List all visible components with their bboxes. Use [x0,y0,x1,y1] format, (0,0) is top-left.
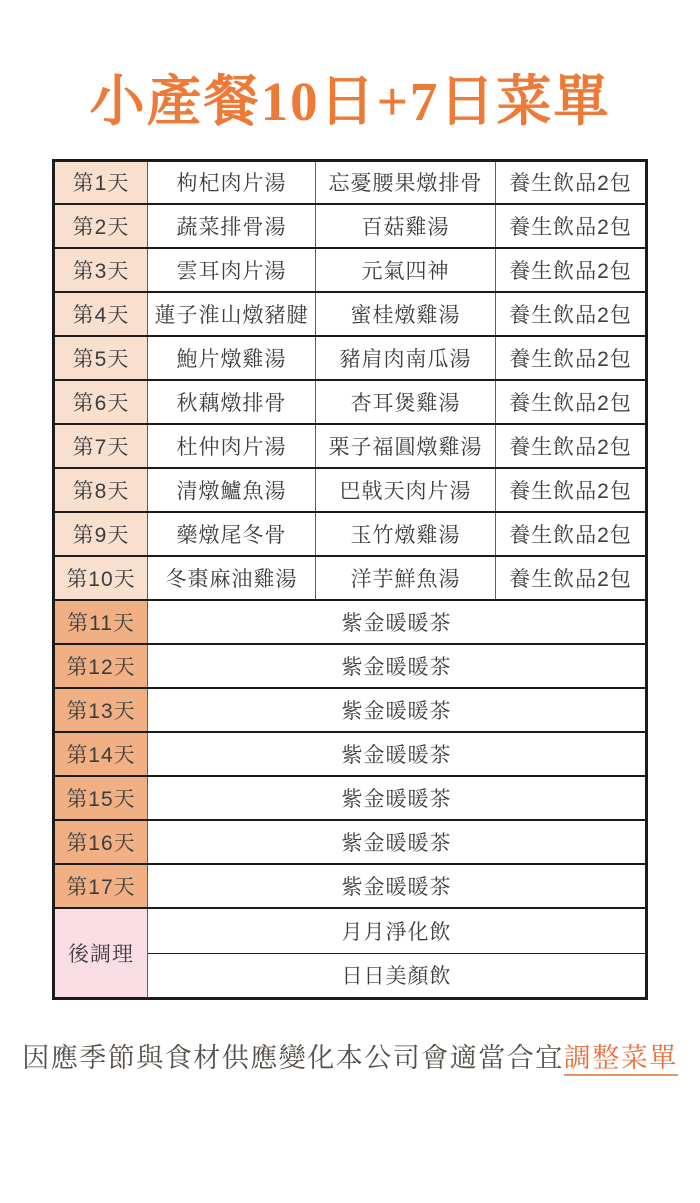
tea-cell: 紫金暖暖茶 [148,864,647,908]
tea-cell: 紫金暖暖茶 [148,600,647,644]
soup1-cell: 蔬菜排骨湯 [148,204,316,248]
day-label: 第11天 [54,600,148,644]
soup2-cell: 元氣四神 [316,248,496,292]
table-row-day3 [54,248,647,292]
soup1-cell: 枸杞肉片湯 [148,160,316,204]
day-label: 第10天 [54,556,148,600]
soup1-cell: 雲耳肉片湯 [148,248,316,292]
table-row-day1 [54,160,647,204]
day-label: 第2天 [54,204,148,248]
page-title: 小產餐10日+7日菜單 [89,71,611,132]
soup1-cell: 鮑片燉雞湯 [148,336,316,380]
day-label: 第5天 [54,336,148,380]
day-label: 第14天 [54,732,148,776]
soup2-cell: 巴戟天肉片湯 [316,468,496,512]
table-row-postcare-1 [54,908,647,953]
day-label: 第8天 [54,468,148,512]
table-row-day17 [54,864,647,908]
soup1-cell: 杜仲肉片湯 [148,424,316,468]
drink-cell: 養生飲品2包 [496,248,647,292]
soup2-cell: 蜜桂燉雞湯 [316,292,496,336]
table-row-day12 [54,644,647,688]
postcare-label: 後調理 [54,908,148,998]
tea-cell: 紫金暖暖茶 [148,644,647,688]
table-row-day16 [54,820,647,864]
tea-cell: 紫金暖暖茶 [148,776,647,820]
table-row-day10 [54,556,647,600]
soup1-cell: 秋藕燉排骨 [148,380,316,424]
soup1-cell: 藥燉尾冬骨 [148,512,316,556]
drink-cell: 養生飲品2包 [496,160,647,204]
soup2-cell: 百菇雞湯 [316,204,496,248]
table-row-day11 [54,600,647,644]
menu-table [52,159,648,1000]
soup2-cell: 玉竹燉雞湯 [316,512,496,556]
day-label: 第7天 [54,424,148,468]
day-label: 第16天 [54,820,148,864]
postcare-item: 月月淨化飲 [148,908,647,953]
footer-text: 因應季節與食材供應變化本公司會適當合宜 [22,1042,564,1073]
soup2-cell: 豬肩肉南瓜湯 [316,336,496,380]
drink-cell: 養生飲品2包 [496,204,647,248]
table-row-day14 [54,732,647,776]
drink-cell: 養生飲品2包 [496,336,647,380]
adjust-menu-link[interactable]: 調整菜單 [564,1043,678,1076]
drink-cell: 養生飲品2包 [496,292,647,336]
soup2-cell: 栗子福圓燉雞湯 [316,424,496,468]
day-label: 第17天 [54,864,148,908]
footer-note [0,1036,700,1075]
drink-cell: 養生飲品2包 [496,556,647,600]
table-row-day8 [54,468,647,512]
day-label: 第6天 [54,380,148,424]
day-label: 第3天 [54,248,148,292]
soup1-cell: 清燉鱸魚湯 [148,468,316,512]
drink-cell: 養生飲品2包 [496,468,647,512]
drink-cell: 養生飲品2包 [496,512,647,556]
table-row-day5 [54,336,647,380]
day-label: 第12天 [54,644,148,688]
day-label: 第15天 [54,776,148,820]
table-row-day4 [54,292,647,336]
table-row-day2 [54,204,647,248]
table-row-day15 [54,776,647,820]
drink-cell: 養生飲品2包 [496,380,647,424]
day-label: 第13天 [54,688,148,732]
soup2-cell: 杏耳煲雞湯 [316,380,496,424]
tea-cell: 紫金暖暖茶 [148,688,647,732]
soup2-cell: 忘憂腰果燉排骨 [316,160,496,204]
table-row-day7 [54,424,647,468]
postcare-item: 日日美顏飲 [148,953,647,998]
tea-cell: 紫金暖暖茶 [148,732,647,776]
soup2-cell: 洋芋鮮魚湯 [316,556,496,600]
drink-cell: 養生飲品2包 [496,424,647,468]
soup1-cell: 冬棗麻油雞湯 [148,556,316,600]
day-label: 第1天 [54,160,148,204]
table-row-day9 [54,512,647,556]
day-label: 第4天 [54,292,148,336]
table-row-day13 [54,688,647,732]
soup1-cell: 蓮子淮山燉豬腱 [148,292,316,336]
table-row-day6 [54,380,647,424]
day-label: 第9天 [54,512,148,556]
tea-cell: 紫金暖暖茶 [148,820,647,864]
